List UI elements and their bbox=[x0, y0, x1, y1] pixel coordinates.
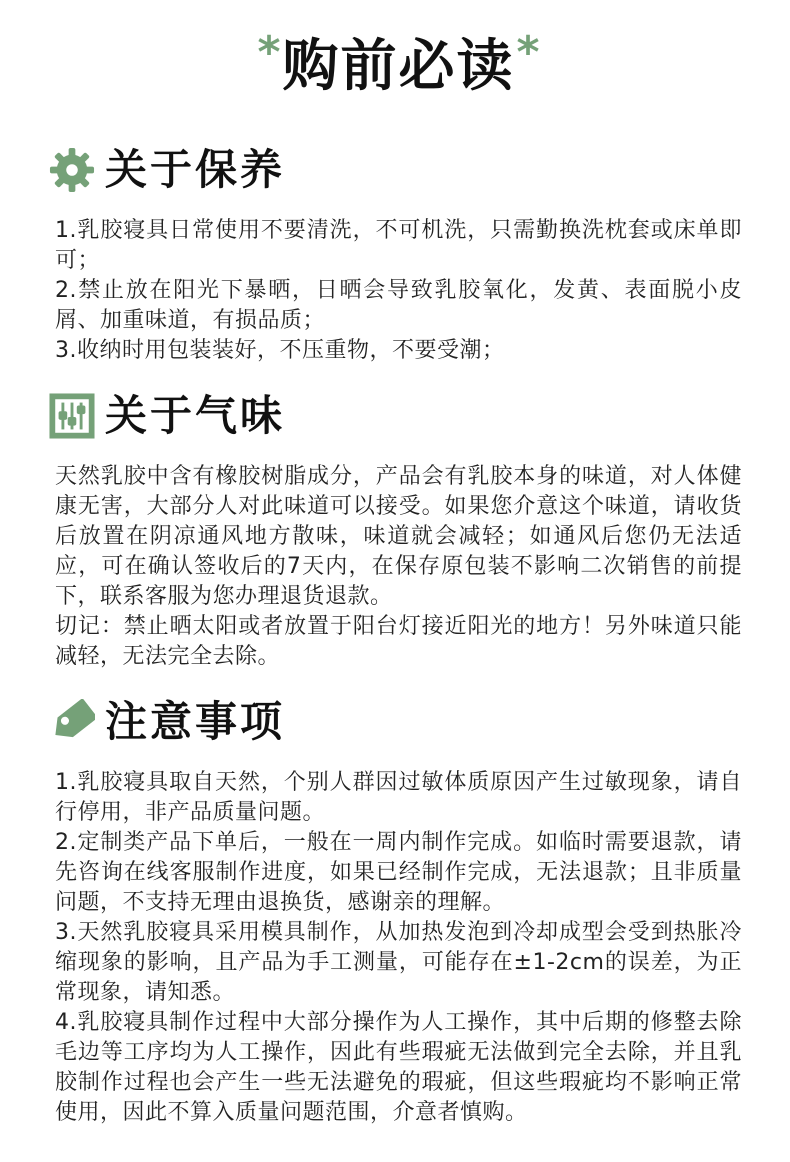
notice-section bbox=[55, 696, 742, 1128]
section-body bbox=[55, 768, 742, 1128]
page-title-text: 购前必读 bbox=[282, 34, 515, 99]
section-title: 关于气味 bbox=[105, 391, 286, 440]
asterisk-decoration-left: * bbox=[257, 27, 281, 78]
section-paragraph: 1.乳胶寝具取自天然，个别人群因过敏体质原因产生过敏现象，请自行停用，非产品质量问题。 bbox=[55, 770, 742, 825]
section-paragraph: 2.禁止放在阳光下暴晒，日晒会导致乳胶氧化，发黄、表面脱小皮屑、加重味道，有损品质； bbox=[55, 278, 742, 333]
page-title bbox=[55, 20, 742, 100]
notice-section bbox=[55, 144, 742, 366]
section-body bbox=[55, 462, 742, 672]
tag-icon bbox=[49, 699, 95, 745]
section-header bbox=[49, 144, 742, 196]
sections-container bbox=[55, 144, 742, 1128]
notice-section bbox=[55, 390, 742, 672]
asterisk-decoration-right: * bbox=[516, 27, 540, 78]
section-header bbox=[49, 696, 742, 748]
section-paragraph: 4.乳胶寝具制作过程中大部分操作为人工操作，其中后期的修整去除毛边等工序均为人工操作，因此有些瑕疵无法做到完全去除，并且乳胶制作过程也会产生一些无法避免的瑕疵，但这些瑕疵均不影响正常使用，因此不算入质量问题范围，介意者慎购。 bbox=[55, 1010, 742, 1125]
section-title: 关于保养 bbox=[105, 145, 286, 194]
section-paragraph: 2.定制类产品下单后，一般在一周内制作完成。如临时需要退款，请先咨询在线客服制作进度，如果已经制作完成，无法退款；且非质量问题，不支持无理由退换货，感谢亲的理解。 bbox=[55, 830, 742, 915]
section-paragraph: 3.收纳时用包装装好，不压重物，不要受潮； bbox=[55, 338, 505, 363]
section-title: 注意事项 bbox=[105, 697, 286, 746]
section-header bbox=[49, 390, 742, 442]
section-paragraph: 3.天然乳胶寝具采用模具制作，从加热发泡到冷却成型会受到热胀冷缩现象的影响，且产品为手工测量，可能存在±1-2cm的误差，为正常现象，请知悉。 bbox=[55, 920, 742, 1005]
section-body bbox=[55, 216, 742, 366]
section-paragraph: 天然乳胶中含有橡胶树脂成分，产品会有乳胶本身的味道，对人体健康无害，大部分人对此味道可以接受。如果您介意这个味道，请收货后放置在阴凉通风地方散味，味道就会减轻；如通风后您仍无法适应，可在确认签收后的7天内，在保存原包装不影响二次销售的前提下，联系客服为您办理退货退款。 bbox=[55, 464, 742, 609]
section-paragraph: 切记：禁止晒太阳或者放置于阳台灯接近阳光的地方！另外味道只能减轻，无法完全去除。 bbox=[55, 614, 742, 669]
gear-icon bbox=[49, 147, 95, 193]
section-paragraph: 1.乳胶寝具日常使用不要清洗，不可机洗，只需勤换洗枕套或床单即可； bbox=[55, 218, 742, 273]
sliders-icon bbox=[49, 393, 95, 439]
